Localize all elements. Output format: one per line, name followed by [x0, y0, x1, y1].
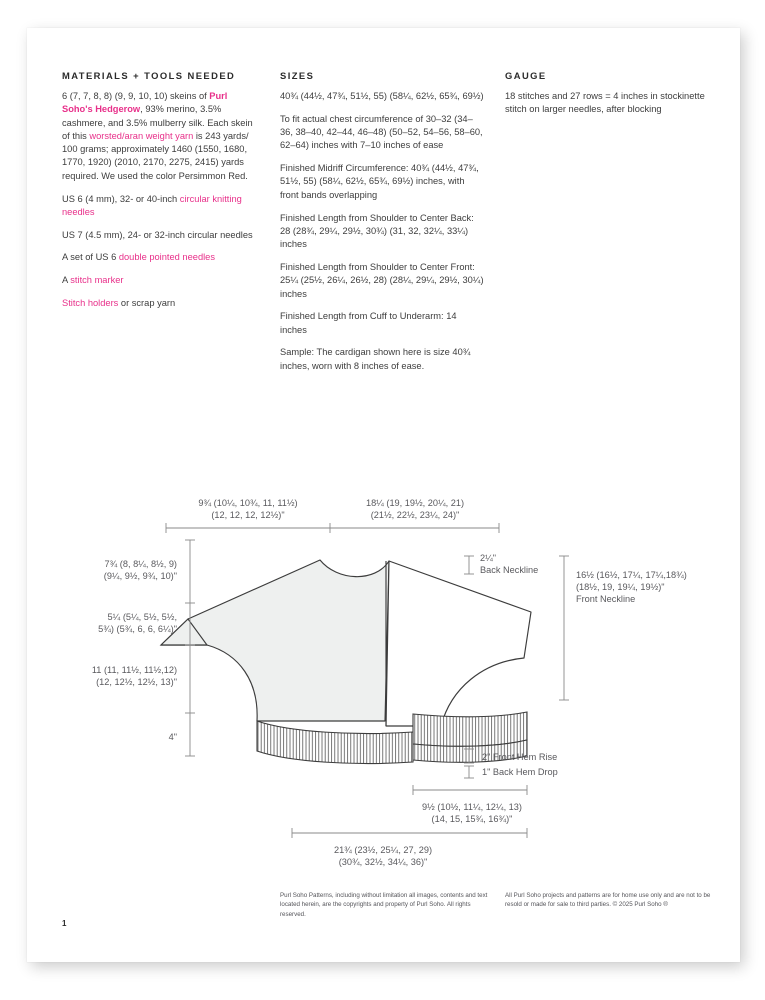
text-run: Finished Length from Cuff to Underarm: 14 inches — [280, 311, 457, 335]
paragraph — [62, 90, 260, 183]
label-bottom-lower-line2: (30¾, 32½, 34¼, 36)" — [338, 857, 428, 867]
paragraph — [505, 90, 710, 117]
label-bottom-lower-line1: 21¾ (23½, 25¼, 27, 29) — [333, 845, 433, 855]
paragraph — [62, 193, 260, 220]
text-run: US 7 (4.5 mm), 24- or 32-inch circular needles — [62, 229, 253, 240]
text-run: or scrap yarn — [118, 298, 176, 309]
label-front-neckline-line1: 16½ (16½, 17¼, 17¼,18¾) — [576, 570, 687, 580]
sizes-column — [280, 70, 485, 373]
text-run: A set of US 6 — [62, 252, 119, 263]
page-number: 1 — [62, 919, 67, 928]
paragraph — [280, 162, 485, 202]
text-run: Finished Midriff Circumference: 40¾ (44½, 47¾, 51½, 55) (58¼, 62½, 65¾, 69½) inches, with front bands overlapping — [280, 163, 479, 200]
label-front-neckline-line3: Front Neckline — [576, 594, 636, 604]
page-footer — [27, 883, 740, 943]
text-run: A — [62, 275, 71, 286]
label-top-right-line2: (21½, 22½, 23¼, 24)" — [370, 510, 460, 520]
inline-link[interactable]: Stitch holders — [62, 298, 119, 309]
inline-link-bold[interactable]: Purl Soho's Hedgerow — [62, 91, 228, 115]
materials-column — [62, 70, 260, 310]
gauge-heading: GAUGE — [505, 70, 547, 81]
inline-link[interactable]: stitch marker — [70, 275, 124, 286]
inline-link[interactable]: double pointed needles — [118, 252, 215, 263]
text-run: 6 (7, 7, 8, 8) (9, 9, 10, 10) skeins of — [62, 91, 210, 101]
schematic-back-hem-rib — [257, 721, 413, 764]
materials-body — [62, 90, 260, 310]
text-run: , 93% merino, 3.5% cashmere, and 3.5% mulberry silk. Each skein of this — [62, 104, 253, 141]
label-front-neckline-line2: (18½, 19, 19¼, 19½)" — [576, 582, 665, 592]
label-bottom-upper-line1: 9½ (10½, 11¼, 12¼, 13) — [422, 802, 522, 812]
paragraph — [62, 229, 260, 242]
paragraph — [280, 212, 485, 252]
paragraph — [280, 113, 485, 153]
inline-link[interactable]: worsted/aran weight yarn — [89, 130, 194, 141]
label-bottom-upper-line2: (14, 15, 15¾, 16¾)" — [431, 814, 513, 824]
label-front-hem-rise: 2" Front Hem Rise — [482, 752, 558, 762]
paragraph — [280, 310, 485, 337]
schematic-front-panel — [386, 561, 531, 726]
text-run: To fit actual chest circumference of 30–32 (34–36, 38–40, 42–44, 46–48) (50–52, 54–56, 58–60, 62–64) inches with 7–10 inches of ease — [280, 113, 483, 151]
inline-link[interactable]: circular knitting needles — [62, 193, 242, 217]
gauge-column — [505, 70, 710, 117]
text-run: 18 stitches and 27 rows = 4 inches in stockinette stitch on larger needles, after blocking — [505, 91, 705, 115]
text-run: Finished Length from Shoulder to Center Back: 28 (28¾, 29¼, 29½, 30¾) (31, 32, 32¼, 33¼) inches — [280, 212, 474, 250]
paragraph — [280, 346, 485, 373]
sizes-heading: SIZES — [280, 70, 315, 81]
label-back-neckline-line2: Back Neckline — [480, 565, 539, 575]
label-left-mid-line1: 5¼ (5¼, 5½, 5½, — [107, 612, 177, 622]
footer-copyright-right: All Purl Soho projects and patterns are for home use only and are not to be resold or made for sale to third parties. © 2025 Purl Soho ® — [505, 892, 711, 909]
label-left-upper-line1: 7¾ (8, 8¼, 8½, 9) — [104, 559, 177, 569]
text-run: Finished Length from Shoulder to Center Front: 25¼ (25½, 26¼, 26½, 28) (28¼, 29¼, 29½, 30¼) inches — [280, 261, 484, 299]
label-back-neckline-line1: 2¼" — [480, 553, 497, 563]
schematic-front-hem-rib-upper — [413, 712, 527, 746]
label-top-left-line2: (12, 12, 12, 12½)" — [211, 510, 285, 520]
sizes-body — [280, 90, 485, 373]
schematic-diagram — [27, 468, 740, 868]
materials-heading: MATERIALS + TOOLS NEEDED — [62, 70, 236, 81]
text-run: US 6 (4 mm), 32- or 40-inch — [62, 193, 180, 204]
pattern-page-sheet — [27, 28, 740, 962]
text-run: is 243 yards/ 100 grams; approximately 1460 (1550, 1680, 1770, 1920) (2010, 2170, 2275, 2415) yards required. We used the color Persimmon Red. — [62, 130, 249, 181]
label-left-hem: 4" — [168, 732, 177, 742]
gauge-body — [505, 90, 710, 117]
label-left-lower-line2: (12, 12½, 12½, 13)" — [96, 677, 177, 687]
paragraph — [280, 90, 485, 103]
label-left-lower-line1: 11 (11, 11½, 11½,12) — [91, 665, 177, 675]
paragraph — [62, 297, 260, 310]
paragraph — [62, 251, 260, 264]
label-top-left-line1: 9¾ (10¼, 10¾, 11, 11½) — [198, 498, 298, 508]
text-run: Sample: The cardigan shown here is size 40¾ inches, worn with 8 inches of ease. — [280, 347, 471, 371]
paragraph — [280, 261, 485, 301]
label-left-mid-line2: 5¾) (5¾, 6, 6, 6¼)" — [98, 624, 177, 634]
footer-copyright-left: Purl Soho Patterns, including without limitation all images, contents and text located herein, are the copyrights and property of Purl Soho. All rights reserved. — [280, 892, 488, 918]
label-top-right-line1: 18¼ (19, 19½, 20¼, 21) — [365, 498, 465, 508]
label-back-hem-drop: 1" Back Hem Drop — [482, 767, 558, 777]
text-run: 40¾ (44½, 47¾, 51½, 55) (58¼, 62½, 65¾, 69½) — [280, 91, 484, 101]
paragraph — [62, 274, 260, 287]
label-left-upper-line2: (9¼, 9½, 9¾, 10)" — [103, 571, 177, 581]
